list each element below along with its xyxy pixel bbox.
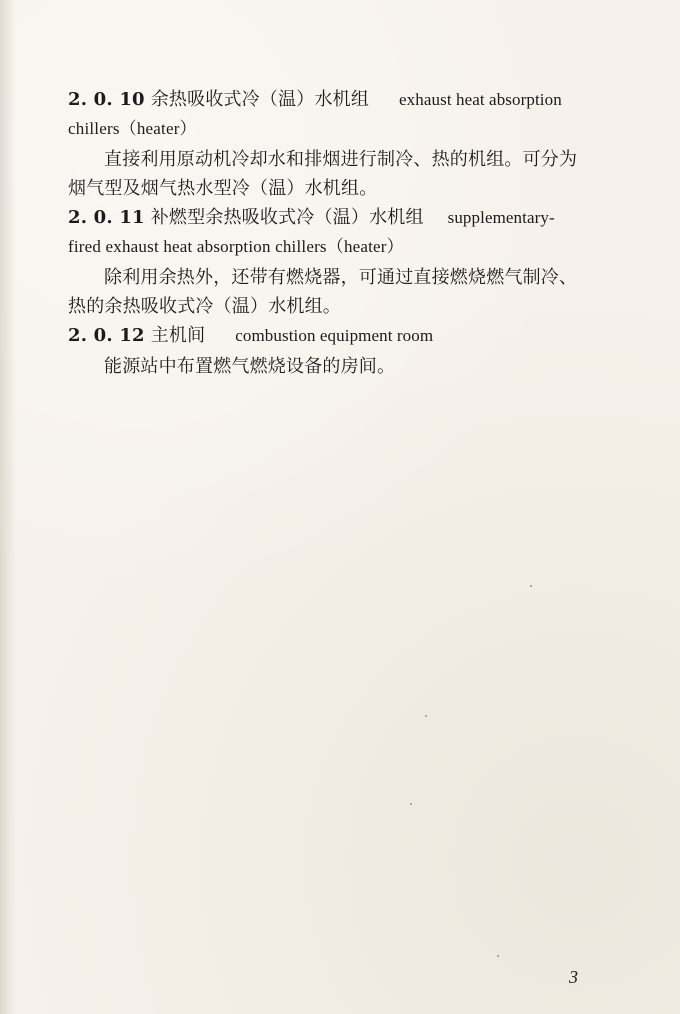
term-number: 2. 0. 11 <box>68 207 145 228</box>
paper-speck <box>425 715 427 717</box>
term-number: 2. 0. 12 <box>68 325 145 346</box>
term-english: exhaust heat absorption <box>399 90 562 109</box>
term-definition <box>68 145 613 203</box>
term-chinese: 补燃型余热吸收式冷（温）水机组 <box>150 207 424 228</box>
definition-line: 除利用余热外，还带有燃烧器，可通过直接燃烧燃气制冷、 <box>104 267 578 288</box>
term-number: 2. 0. 10 <box>68 89 145 110</box>
definition-line: 能源站中布置燃气燃烧设备的房间。 <box>104 356 396 377</box>
term-english-continued: fired exhaust heat absorption chillers（heater） <box>68 237 404 256</box>
definition-line: 烟气型及烟气热水型冷（温）水机组。 <box>68 178 378 199</box>
term-chinese: 余热吸收式冷（温）水机组 <box>150 89 370 110</box>
page-edge-shadow <box>0 0 16 1014</box>
term-heading <box>68 321 613 350</box>
definition-line: 直接利用原动机冷却水和排烟进行制冷、热的机组。可分为 <box>104 149 578 170</box>
term-entry-2-0-11 <box>68 203 613 321</box>
term-definition <box>68 263 613 321</box>
paper-speck <box>530 585 532 587</box>
page-number: 3 <box>569 967 578 987</box>
term-heading <box>68 203 613 232</box>
paper-speck <box>497 955 499 957</box>
document-content <box>68 85 613 381</box>
term-definition <box>68 352 613 381</box>
term-heading <box>68 85 613 114</box>
term-english-continued: chillers（heater） <box>68 119 197 138</box>
definition-line: 热的余热吸收式冷（温）水机组。 <box>68 296 341 317</box>
term-entry-2-0-12 <box>68 321 613 381</box>
term-english: combustion equipment room <box>235 326 434 345</box>
paper-speck <box>410 803 412 805</box>
term-entry-2-0-10 <box>68 85 613 203</box>
term-chinese: 主机间 <box>150 325 206 346</box>
term-english: supplementary- <box>447 208 555 227</box>
